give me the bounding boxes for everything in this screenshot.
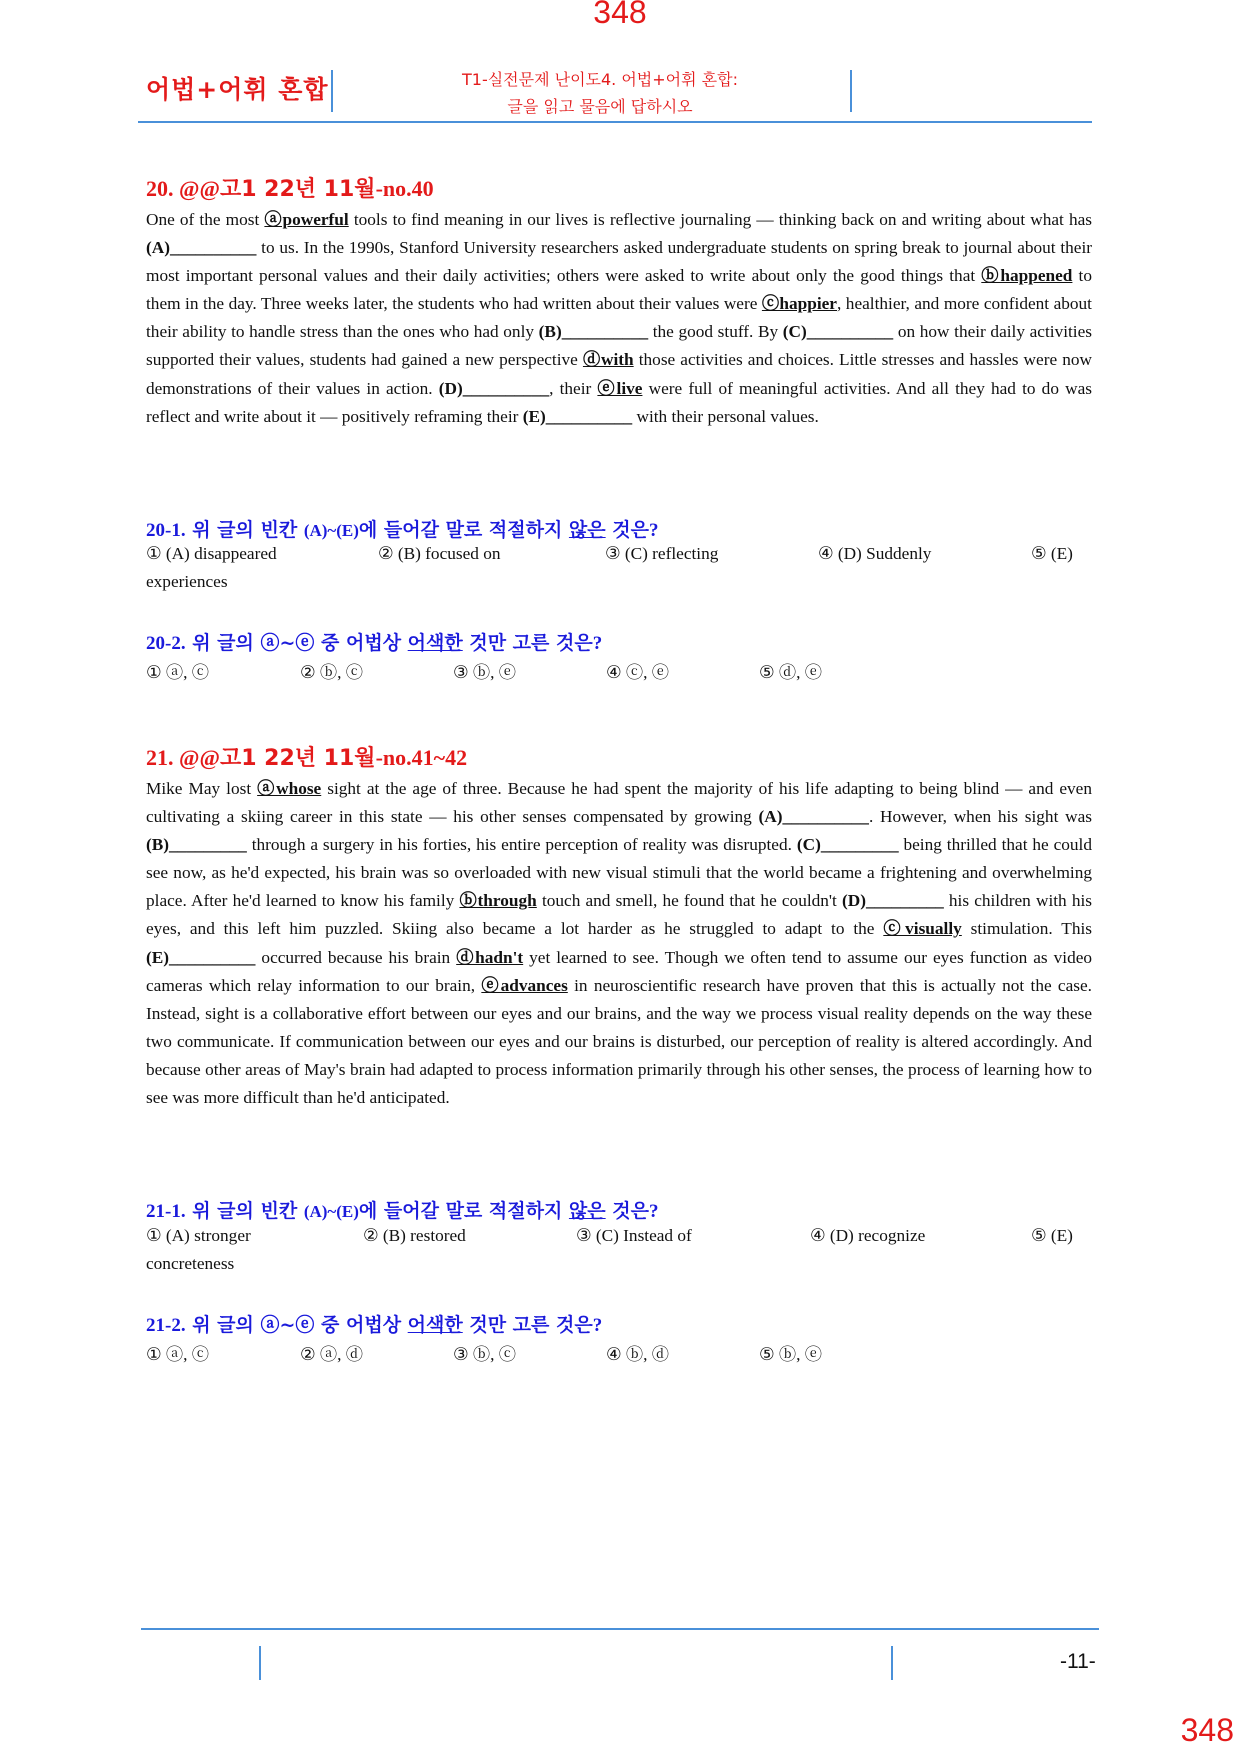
- blank-C: (C)_________: [796, 835, 899, 855]
- option-21-1-2[interactable]: ② (B) restored: [363, 1226, 466, 1245]
- header-rule: [138, 121, 1092, 123]
- grammar-mark-b: ⓑthrough: [459, 891, 537, 911]
- header-subtitle-line2: 글을 읽고 물음에 답하시오: [507, 97, 693, 116]
- page-number-bottom: 348: [1180, 1712, 1234, 1748]
- blank-E: (E)__________: [522, 406, 633, 426]
- option-20-1-5[interactable]: ⑤ (E): [1031, 544, 1073, 563]
- option-21-1-1[interactable]: ① (A) stronger: [146, 1226, 251, 1245]
- section-title: 어법+어휘 혼합: [146, 75, 329, 104]
- option-20-1-4[interactable]: ④ (D) Suddenly: [818, 544, 932, 563]
- question-21-title: 21. @@고1 22년 11월-no.41~42: [146, 745, 468, 771]
- option-21-1-5[interactable]: ⑤ (E): [1031, 1226, 1073, 1245]
- blank-A: (A)__________: [758, 807, 869, 827]
- option-21-1-3[interactable]: ③ (C) Instead of: [576, 1226, 692, 1245]
- grammar-mark-d: ⓓwith: [582, 350, 634, 370]
- option-20-1-5-continued: experiences: [146, 572, 228, 591]
- blank-B: (B)__________: [538, 322, 649, 342]
- option-21-2-1[interactable]: ① ⓐ, ⓒ: [146, 1345, 210, 1364]
- question-21-passage: Mike May lost ⓐwhose sight at the age of three. Because he had spent the majority of his life adapting to being blind — and even cultivating a skiing career in this state — his other senses compensated by growing (A)__________. However, when his sight was (B)_________ through a surgery in his forties, his entire perception of reality was disrupted. (C)_________ being thrilled that he could see now, as he'd expected, his brain was so overloaded with new visual stimuli that the world became a frightening and overwhelming place. After he'd learned to know his family ⓑthrough touch and smell, he found that he couldn't (D)_________ his children with his eyes, and this left him puzzled. Skiing also became a lot harder as he struggled to adapt to the ⓒvisually stimulation. This (E)__________ occurred because his brain ⓓhadn't yet learned to see. Though we often tend to assume our eyes function as video cameras which relay information to our brain, ⓔadvances in neuroscientific research have proven that this is actually not the case. Instead, sight is a collaborative effort between our eyes and our brains, and the way we process visual reality depends on the way these two communicate. If communication between our eyes and our brains is disturbed, our perception of reality is altered accordingly. And because other areas of May's brain had adapted to process information primarily through his other senses, the process of learning how to see was more difficult than he'd anticipated.: [146, 779, 1093, 1108]
- footer-page-number: -11-: [1060, 1650, 1096, 1673]
- grammar-mark-b: ⓑhappened: [981, 266, 1073, 286]
- blank-A: (A)__________: [146, 238, 257, 258]
- option-21-2-2[interactable]: ② ⓐ, ⓓ: [300, 1345, 364, 1364]
- blank-D: (D)__________: [438, 378, 550, 398]
- grammar-mark-e: ⓔadvances: [481, 975, 568, 995]
- footer-divider-left: [259, 1646, 261, 1680]
- grammar-mark-c: ⓒhappier: [761, 294, 837, 314]
- blank-E: (E)__________: [146, 947, 256, 967]
- blank-D: (D)_________: [841, 891, 944, 911]
- blank-B: (B)_________: [146, 835, 247, 855]
- question-21-2-prompt: 21-2. 위 글의 ⓐ~ⓔ 중 어법상 어색한 것만 고른 것은?: [146, 1314, 603, 1336]
- option-20-2-3[interactable]: ③ ⓑ, ⓔ: [453, 663, 517, 682]
- option-20-1-2[interactable]: ② (B) focused on: [378, 544, 501, 563]
- question-20-passage: One of the most ⓐpowerful tools to find meaning in our lives is reflective journaling — thinking back on and writing about what has (A)__________ to us. In the 1990s, Stanford University researchers asked undergraduate students on spring break to journal about their most important personal values and their daily activities; others were asked to write about only the good things that ⓑhappened to them in the day. Three weeks later, the students who had written about their values were ⓒhappier, healthier, and more confident about their ability to handle stress than the ones who had only (B)__________ the good stuff. By (C)__________ on how their daily activities supported their values, students had gained a new perspective ⓓwith those activities and choices. Little stresses and hassles were now demonstrations of their values in action. (D)__________, their ⓔlive were full of meaningful activities. And all they had to do was reflect and write about it — positively reframing their (E)__________ with their personal values.: [146, 210, 1093, 426]
- option-21-2-4[interactable]: ④ ⓑ, ⓓ: [606, 1345, 670, 1364]
- page-number-top: 348: [593, 0, 647, 30]
- option-21-1-4[interactable]: ④ (D) recognize: [810, 1226, 926, 1245]
- blank-C: (C)__________: [782, 322, 894, 342]
- option-21-2-5[interactable]: ⑤ ⓑ, ⓔ: [759, 1345, 823, 1364]
- header-divider-right: [850, 70, 852, 112]
- option-20-2-4[interactable]: ④ ⓒ, ⓔ: [606, 663, 670, 682]
- grammar-mark-e: ⓔlive: [597, 378, 643, 398]
- footer-rule: [141, 1628, 1099, 1630]
- question-20-2-prompt: 20-2. 위 글의 ⓐ~ⓔ 중 어법상 어색한 것만 고른 것은?: [146, 632, 603, 654]
- header-divider-left: [331, 70, 333, 112]
- header-subtitle: [350, 66, 850, 120]
- grammar-mark-d: ⓓhadn't: [456, 947, 524, 967]
- option-20-1-3[interactable]: ③ (C) reflecting: [605, 544, 719, 563]
- grammar-mark-c: ⓒvisually: [883, 919, 962, 939]
- option-20-2-5[interactable]: ⑤ ⓓ, ⓔ: [759, 663, 823, 682]
- grammar-mark-a: ⓐpowerful: [264, 210, 349, 229]
- grammar-mark-a: ⓐwhose: [257, 779, 322, 798]
- option-20-1-1[interactable]: ① (A) disappeared: [146, 544, 277, 563]
- option-21-2-3[interactable]: ③ ⓑ, ⓒ: [453, 1345, 517, 1364]
- question-20-title: 20. @@고1 22년 11월-no.40: [146, 176, 434, 202]
- footer-divider-right: [891, 1646, 893, 1680]
- option-21-1-5-continued: concreteness: [146, 1254, 235, 1273]
- header-subtitle-line1: T1-실전문제 난이도4. 어법+어휘 혼합:: [462, 70, 738, 89]
- question-21-1-prompt: 21-1. 위 글의 빈칸 (A)~(E)에 들어갈 말로 적절하지 않은 것은?: [146, 1200, 659, 1222]
- option-20-2-1[interactable]: ① ⓐ, ⓒ: [146, 663, 210, 682]
- question-20-1-prompt: 20-1. 위 글의 빈칸 (A)~(E)에 들어갈 말로 적절하지 않은 것은?: [146, 519, 659, 541]
- option-20-2-2[interactable]: ② ⓑ, ⓒ: [300, 663, 364, 682]
